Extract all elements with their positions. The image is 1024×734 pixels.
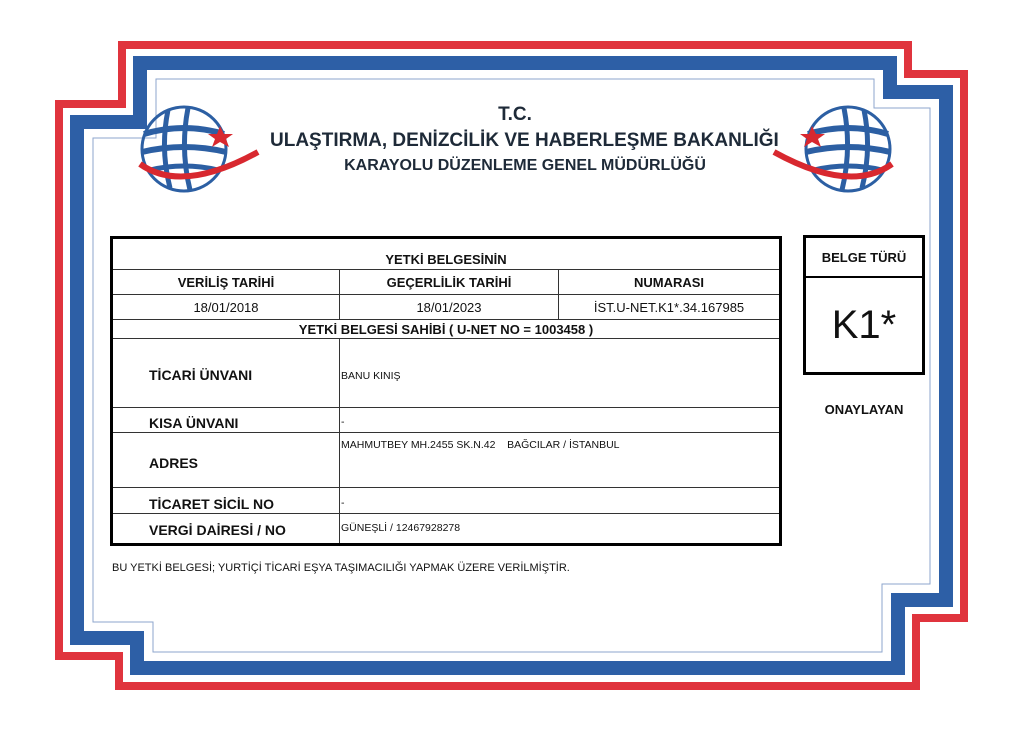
certificate-values-row	[113, 295, 779, 320]
field-value-trade-name: BANU KINIŞ	[341, 370, 401, 382]
valid-until: 18/01/2023	[416, 299, 482, 315]
header-directorate: KARAYOLU DÜZENLEME GENEL MÜDÜRLÜĞÜ	[344, 157, 706, 174]
document-type-box	[803, 235, 925, 375]
field-label-address: ADRES	[149, 455, 199, 471]
field-value-address: MAHMUTBEY MH.2455 SK.N.42 BAĞCILAR / İSTANBUL	[341, 439, 620, 451]
field-label-tax-office: VERGİ DAİRESİ / NO	[149, 522, 286, 538]
approver-label: ONAYLAYAN	[824, 402, 904, 417]
field-label-trade-name: TİCARİ ÜNVANI	[149, 367, 253, 383]
document-type-label: BELGE TÜRÜ	[806, 238, 922, 278]
section-title: YETKİ BELGESİNİN	[385, 251, 507, 267]
col-header-validity: GEÇERLİLİK TARİHİ	[386, 274, 512, 290]
section-title-row	[113, 249, 779, 270]
document-type-value: K1*	[831, 302, 897, 347]
field-value-trade-registry: -	[341, 497, 345, 509]
footer-note: BU YETKİ BELGESİ; YURTİÇİ TİCARİ EŞYA TAŞIMACILIĞI YAPMAK ÜZERE VERİLMİŞTİR.	[112, 562, 570, 574]
field-row-trade-registry	[113, 488, 779, 514]
holder-title-row	[113, 320, 779, 339]
issue-date: 18/01/2018	[193, 299, 259, 315]
header-country: T.C.	[498, 104, 532, 125]
ministry-globe-logo-left	[132, 94, 262, 204]
field-row-short-name	[113, 408, 779, 433]
column-header-row	[113, 270, 779, 295]
col-header-number: NUMARASI	[633, 274, 705, 290]
col-header-issue-date: VERİLİŞ TARİHİ	[177, 274, 275, 290]
field-row-trade-name	[113, 339, 779, 408]
certificate-table	[110, 236, 782, 546]
field-label-short-name: KISA ÜNVANI	[149, 415, 239, 431]
field-row-tax-office	[113, 514, 779, 544]
holder-title: YETKİ BELGESİ SAHİBİ ( U-NET NO = 1003458 )	[298, 321, 594, 337]
ministry-globe-logo-right	[770, 94, 900, 204]
field-label-trade-registry: TİCARET SİCİL NO	[149, 496, 274, 512]
header-ministry: ULAŞTIRMA, DENİZCİLİK VE HABERLEŞME BAKANLIĞI	[270, 130, 779, 151]
field-value-short-name: -	[341, 416, 345, 428]
certificate-number: İST.U-NET.K1*.34.167985	[593, 299, 745, 315]
field-value-tax-office: GÜNEŞLİ / 12467928278	[341, 522, 461, 534]
field-row-address	[113, 433, 779, 488]
